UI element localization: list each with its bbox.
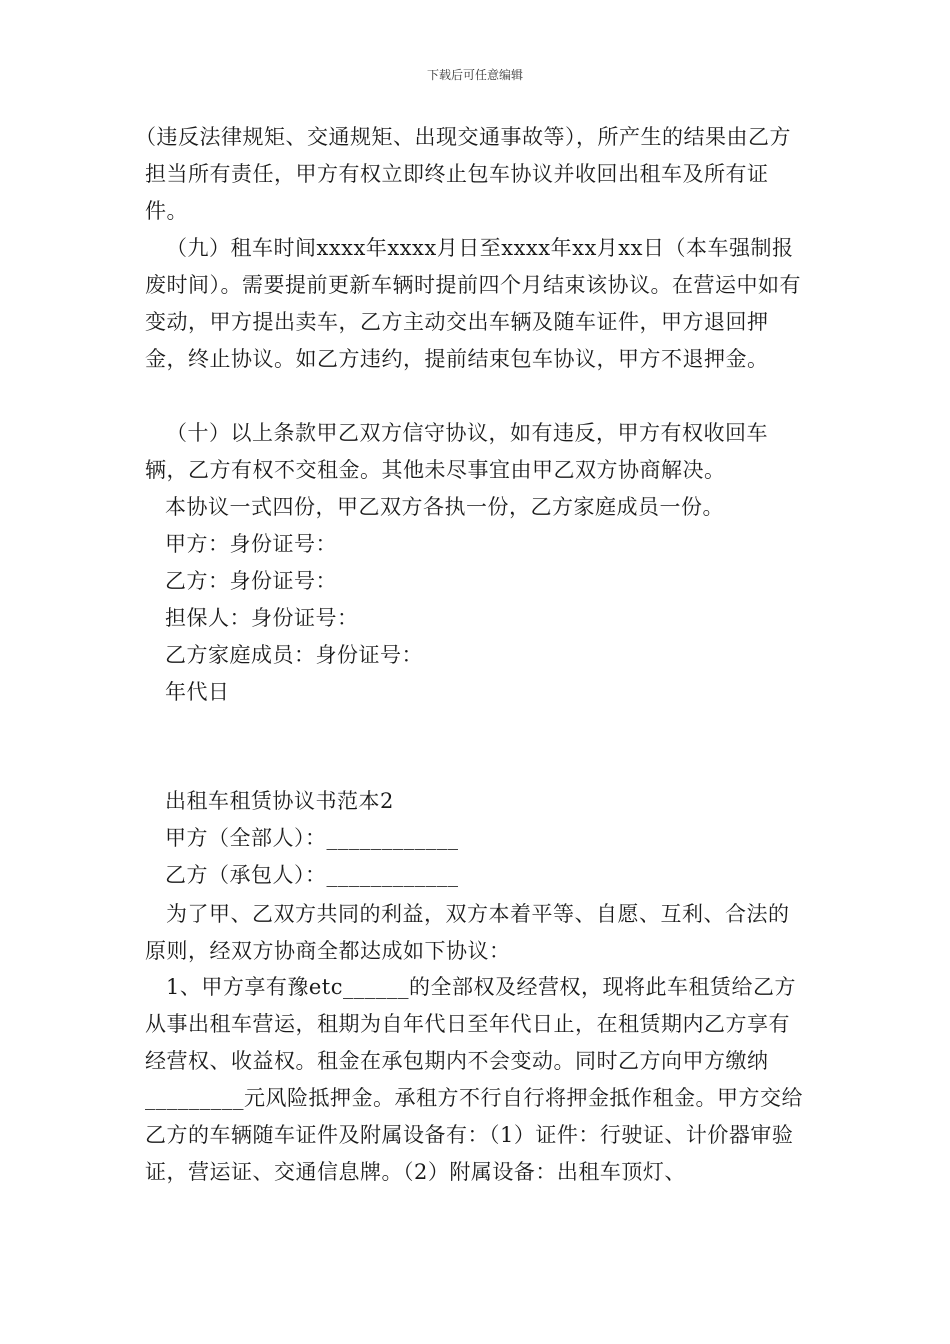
family-member-signature-line: 乙方家庭成员：身份证号： (165, 643, 423, 667)
paragraph-clause-9: （九）租车时间xxxx年xxxx月日至xxxx年xx月xx日（本车强制报废时间）。需要提前更新车辆时提前四个月结束该协议。在营运中如有变动，甲方提出卖车，乙方主动交出车辆及随车证件，甲方退回押金，终止协议。如乙方违约，提前结束包车协议，甲方不退押金。 (145, 236, 801, 371)
guarantor-signature-line: 担保人：身份证号： (165, 606, 359, 630)
paragraph-purpose: 为了甲、乙双方共同的利益，双方本着平等、自愿、互利、合法的原则，经双方协商全都达成如下协议： (145, 902, 790, 963)
copies-statement: 本协议一式四份，甲乙双方各执一份，乙方家庭成员一份。 (165, 495, 724, 519)
paragraph-liability: （违反法律规矩、交通规矩、出现交通事故等），所产生的结果由乙方担当所有责任，甲方有权立即终止包车协议并收回出租车及所有证件。 (135, 125, 791, 223)
paragraph-clause-10: （十）以上条款甲乙双方信守协议，如有违反，甲方有权收回车辆，乙方有权不交租金。其他未尽事宜由甲乙双方协商解决。 (145, 421, 768, 482)
paragraph-article-1: 1、甲方享有豫etc______的全部权及经营权，现将此车租赁给乙方从事出租车营运，租期为自年代日至年代日止，在租赁期内乙方享有经营权、收益权。租金在承包期内不会变动。同时乙方向甲方缴纳_________元风险抵押金。承租方不行自行将押金抵作租金。甲方交给乙方的车辆随车证件及附属设备有：（1）证件：行驶证、计价器审验证，营运证、交通信息牌。（2）附属设备：出租车顶灯、 (145, 975, 803, 1184)
date-line: 年代日 (165, 680, 230, 704)
party-a-owner-line: 甲方（全部人）：____________ (165, 826, 459, 850)
section-title: 出租车租赁协议书范本2 (165, 789, 394, 813)
party-b-signature-line: 乙方：身份证号： (165, 569, 337, 593)
party-b-contractor-line: 乙方（承包人）：____________ (165, 863, 459, 887)
page-header: 下载后可任意编辑 (426, 68, 523, 82)
party-a-signature-line: 甲方：身份证号： (165, 532, 337, 556)
